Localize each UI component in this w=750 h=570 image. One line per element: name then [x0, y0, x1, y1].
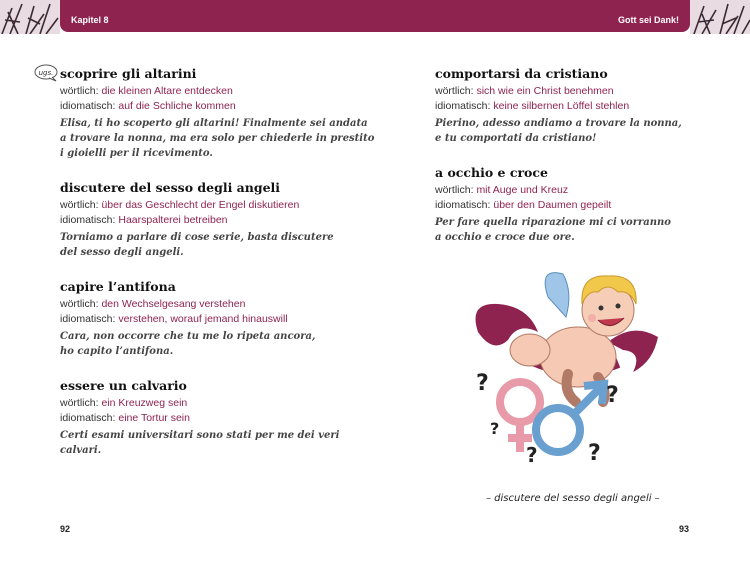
literal-value: den Wechselgesang verstehen	[101, 298, 246, 310]
idiomatic-value: über den Daumen gepeilt	[493, 199, 612, 211]
question-mark-icon: ?	[606, 383, 619, 408]
literal-label: wörtlich:	[435, 85, 474, 97]
ugs-badge-label: ugs.	[38, 69, 54, 77]
chapter-label: Kapitel 8	[71, 15, 109, 25]
literal-line	[60, 396, 380, 411]
example-sentence	[60, 116, 380, 161]
literal-value: über das Geschlecht der Engel diskutieren	[101, 199, 300, 211]
entry-title: essere un calvario	[60, 378, 187, 393]
idiomatic-value: keine silbernen Löffel stehlen	[493, 100, 630, 112]
example-line: Torniamo a parlare di cose serie, basta discutere	[60, 232, 334, 243]
idiomatic-label: idiomatisch:	[60, 214, 116, 226]
illustration-caption: – discutere del sesso degli angeli –	[486, 493, 660, 504]
example-line: i gioielli per il ricevimento.	[60, 148, 213, 159]
idiomatic-line	[60, 411, 380, 426]
example-sentence	[435, 215, 715, 245]
question-mark-icon: ?	[526, 443, 538, 467]
header-band	[60, 0, 690, 32]
example-line: Elisa, ti ho scoperto gli altarini! Finalmente sei andata	[60, 118, 368, 129]
question-mark-icon: ?	[588, 441, 601, 466]
entry-title: comportarsi da cristiano	[435, 66, 608, 81]
example-sentence	[60, 428, 380, 458]
literal-label: wörtlich:	[60, 298, 99, 310]
example-line: a occhio e croce due ore.	[435, 232, 575, 243]
idiomatic-label: idiomatisch:	[60, 313, 116, 325]
cherub-illustration	[458, 262, 673, 470]
example-line: Per fare quella riparazione mi ci vorranno	[435, 217, 671, 228]
example-line: a trovare la nonna, ma era solo per chiederle in prestito	[60, 133, 375, 144]
entry-a-occhio-e-croce	[435, 165, 715, 245]
idiomatic-value: auf die Schliche kommen	[118, 100, 236, 112]
literal-value: sich wie ein Christ benehmen	[476, 85, 614, 97]
ugs-badge-icon	[34, 64, 58, 82]
entry-capire-lantifona	[60, 279, 380, 359]
entry-comportarsi-da-cristiano	[435, 66, 715, 146]
entry-title: capire l’antifona	[60, 279, 176, 294]
idiomatic-value: eine Tortur sein	[118, 412, 190, 424]
entry-title: discutere del sesso degli angeli	[60, 180, 281, 195]
thorn-decoration-left	[0, 0, 60, 34]
question-mark-icon: ?	[490, 419, 500, 438]
idiomatic-value: verstehen, worauf jemand hinauswill	[118, 313, 288, 325]
literal-value: die kleinen Altare entdecken	[101, 85, 233, 97]
idiomatic-line	[60, 312, 380, 327]
entry-title: scoprire gli altarini	[60, 66, 197, 81]
page-number-left: 92	[60, 524, 71, 534]
example-line: Cara, non occorre che tu me lo ripeta ancora,	[60, 331, 316, 342]
literal-line	[60, 297, 380, 312]
example-line: e tu comportati da cristiano!	[435, 133, 597, 144]
literal-label: wörtlich:	[60, 85, 99, 97]
example-line: Pierino, adesso andiamo a trovare la nonna,	[435, 118, 682, 129]
example-sentence	[435, 116, 715, 146]
literal-line	[60, 84, 380, 99]
literal-value: ein Kreuzweg sein	[101, 397, 188, 409]
example-sentence	[60, 329, 380, 359]
thorn-decoration-right	[690, 0, 750, 34]
idiomatic-label: idiomatisch:	[435, 199, 491, 211]
example-sentence	[60, 230, 380, 260]
literal-line	[435, 84, 715, 99]
literal-value: mit Auge und Kreuz	[476, 184, 569, 196]
entry-discutere-del-sesso	[60, 180, 380, 260]
idiomatic-line	[435, 99, 715, 114]
example-line: del sesso degli angeli.	[60, 247, 184, 258]
literal-line	[60, 198, 380, 213]
entry-scoprire-gli-altarini	[60, 66, 380, 161]
section-title: Gott sei Dank!	[617, 15, 679, 25]
idiomatic-label: idiomatisch:	[435, 100, 491, 112]
idiomatic-label: idiomatisch:	[60, 412, 116, 424]
literal-label: wörtlich:	[435, 184, 474, 196]
literal-label: wörtlich:	[60, 199, 99, 211]
question-mark-icon: ?	[476, 371, 489, 396]
entry-title: a occhio e croce	[435, 165, 548, 180]
example-line: ho capito l’antifona.	[60, 346, 174, 357]
entry-essere-un-calvario	[60, 378, 380, 458]
idiomatic-label: idiomatisch:	[60, 100, 116, 112]
idiomatic-value: Haarspalterei betreiben	[118, 214, 228, 226]
idiomatic-line	[435, 198, 715, 213]
idiomatic-line	[60, 99, 380, 114]
page-number-right: 93	[679, 524, 690, 534]
literal-line	[435, 183, 715, 198]
idiomatic-line	[60, 213, 380, 228]
example-line: Certi esami universitari sono stati per me dei veri calvari.	[60, 430, 340, 456]
literal-label: wörtlich:	[60, 397, 99, 409]
